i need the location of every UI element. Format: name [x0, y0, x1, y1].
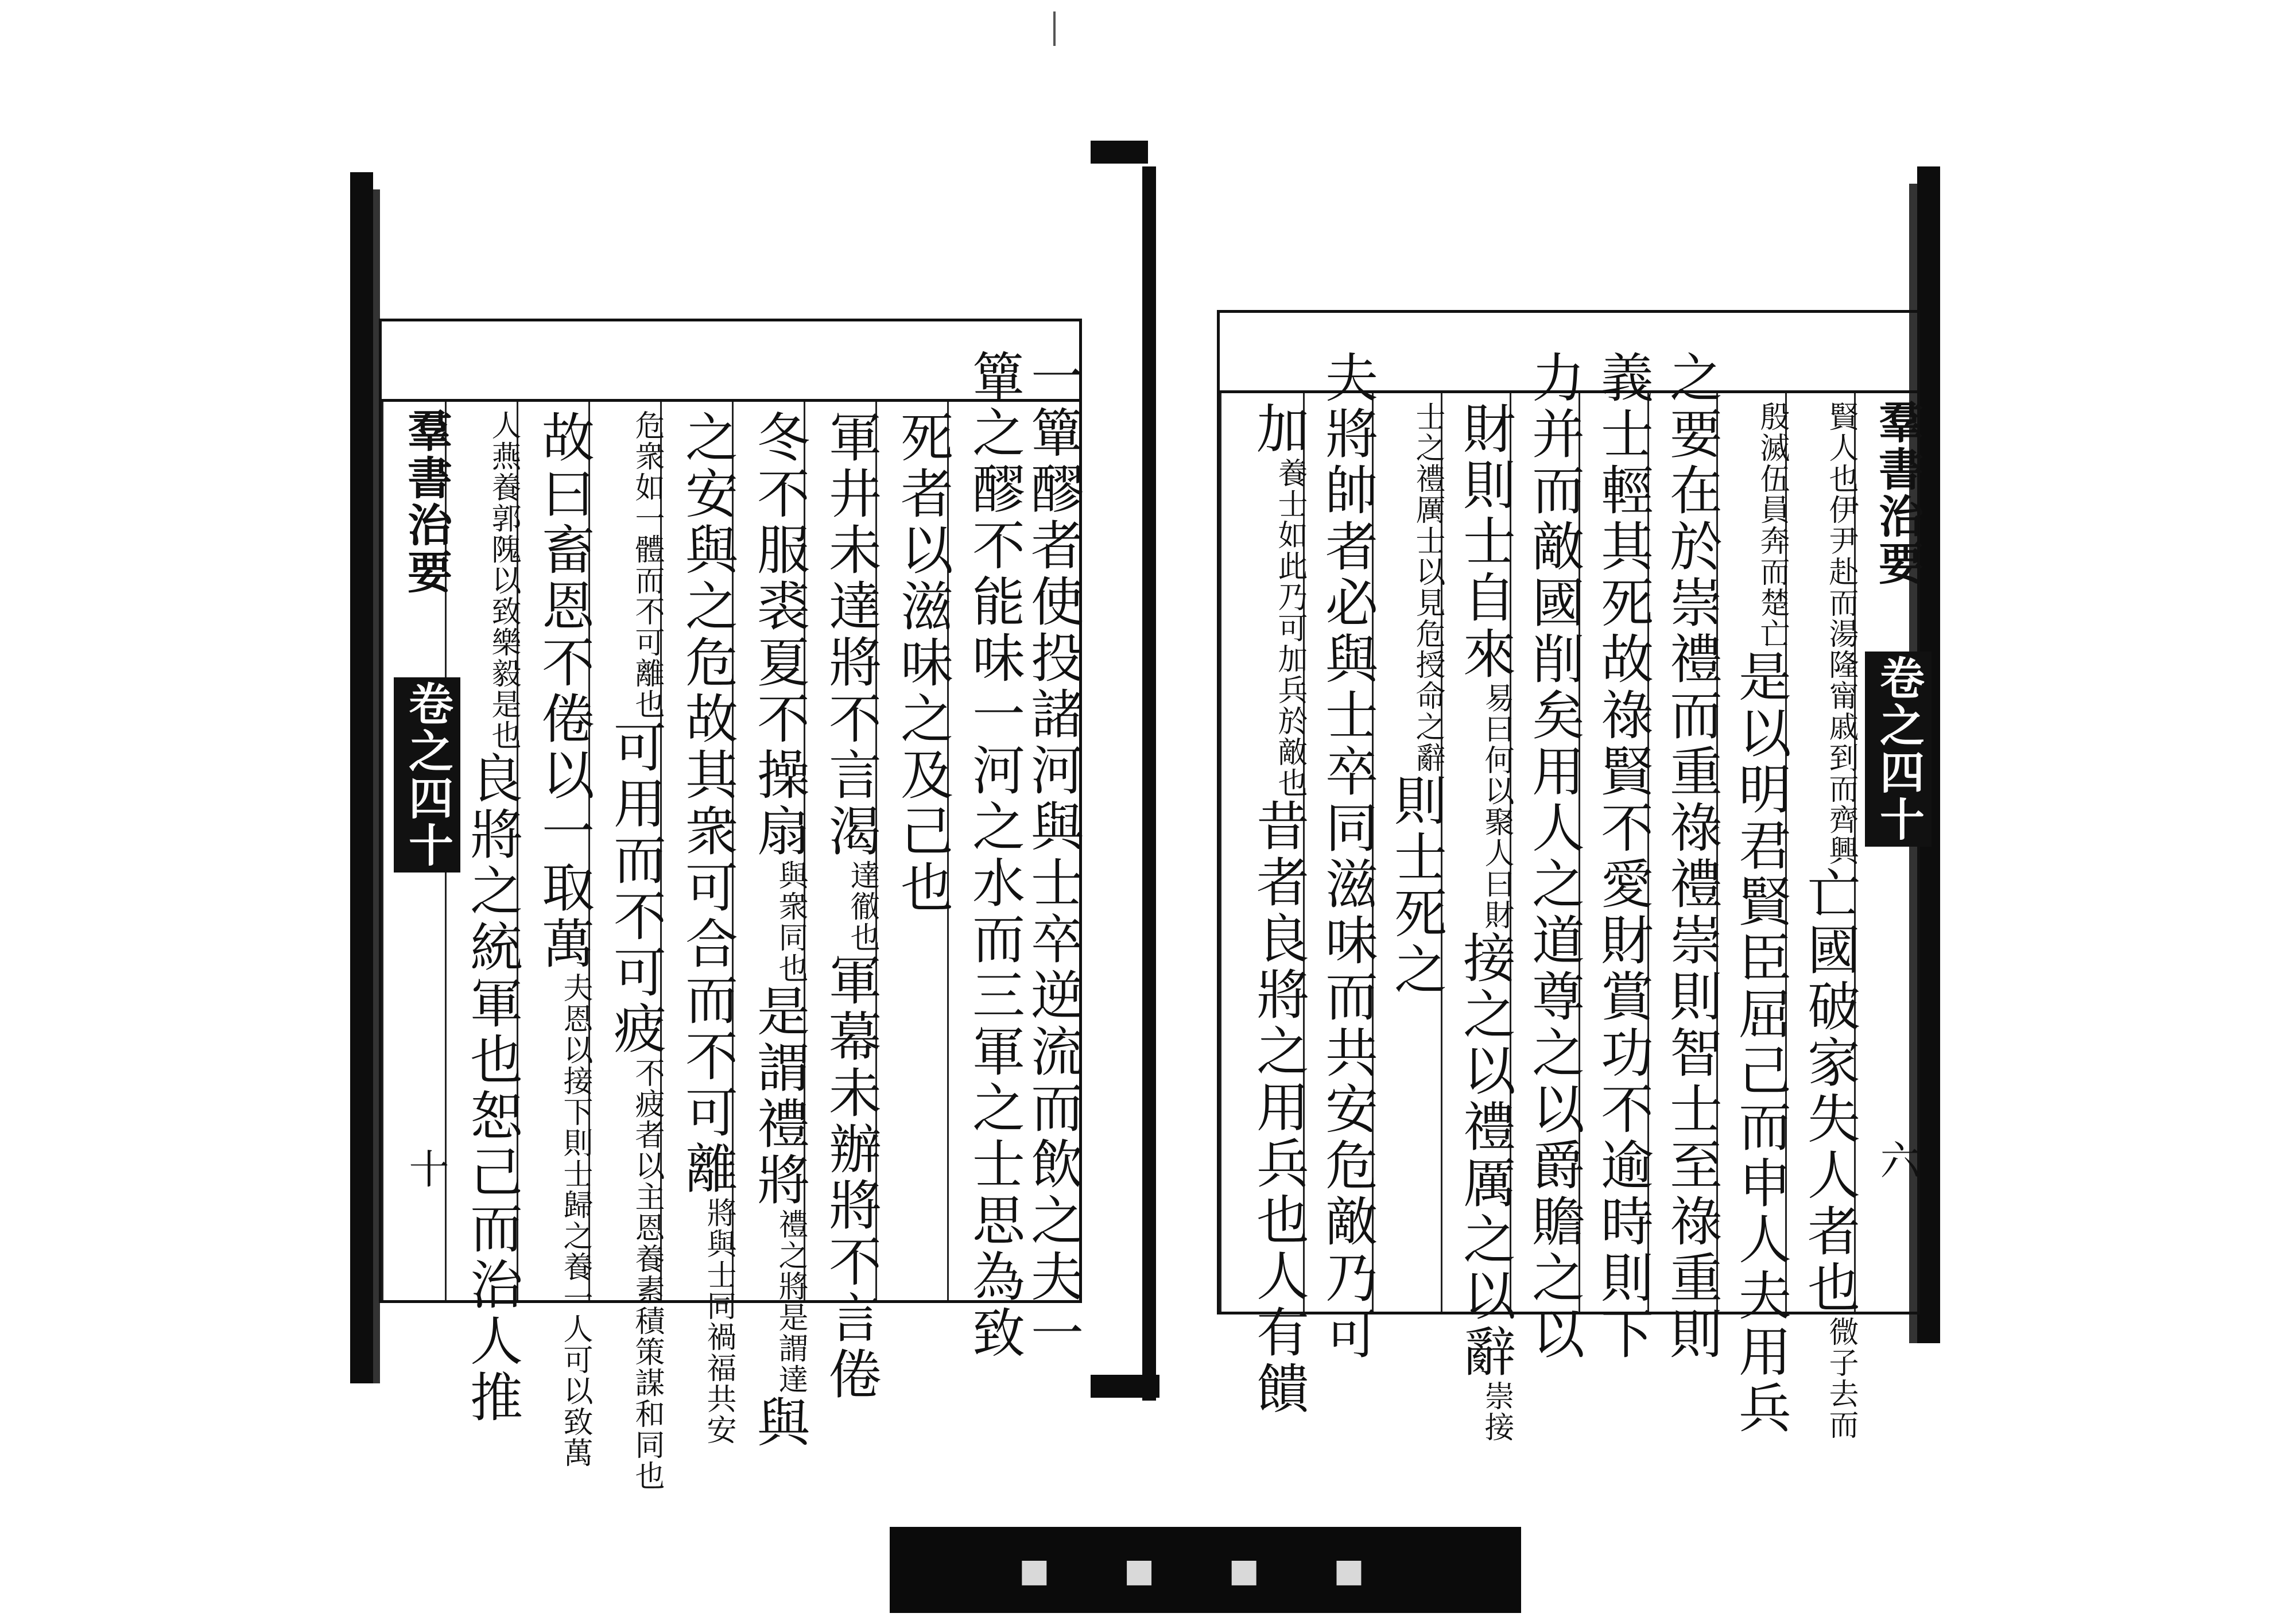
- center-tab-bottom: [1091, 1375, 1159, 1398]
- left-col-5-text: 冬不服裘夏不操扇 與衆同也 是謂禮將 禮之將是謂達 與: [748, 410, 810, 1451]
- right-margin-volume: 卷之四十: [1865, 652, 1932, 847]
- right-col-4-text: 義士輕其死故祿賢不愛財賞功不逾時則下: [1592, 350, 1654, 1363]
- left-col-5: [732, 402, 810, 1451]
- right-page-frame: [1217, 310, 1925, 1442]
- right-col-3-text: 之要在於崇禮而重祿禮崇則智士至祿重則: [1661, 350, 1723, 1363]
- right-col-9-text: 加 養士如此乃可加兵於敵也 昔者良將之用兵也人有饋: [1248, 401, 1309, 1417]
- right-col-6: [1441, 393, 1516, 1442]
- right-col-3: [1647, 350, 1723, 1363]
- left-text-area: [382, 348, 1084, 1491]
- right-col-8-text: 夫將帥者必與士卒同滋味而共安危敵乃可: [1317, 350, 1378, 1363]
- center-tab-top: [1091, 141, 1148, 164]
- library-stamp-bar: [890, 1527, 1521, 1613]
- right-text-area: [1220, 350, 1925, 1442]
- left-col-2: [947, 348, 1025, 1362]
- right-col-7: [1372, 393, 1447, 1312]
- left-page-frame: [379, 319, 1084, 1491]
- right-col-5-text: 力并而敵國削矣用人之道尊之以爵贍之以: [1523, 350, 1585, 1363]
- right-margin-column: [1854, 393, 1925, 1312]
- left-col-8-text: 故曰畜恩不倦以一取萬 夫恩以接下則士歸之養一人可以致萬: [533, 410, 595, 1468]
- right-col-1: [1785, 393, 1860, 1440]
- right-col-8: [1303, 350, 1378, 1363]
- right-col-5: [1510, 350, 1585, 1363]
- right-col-6-text: 財則士自來 易曰何以聚人曰財 接之以禮厲之以辭 崇接: [1455, 401, 1516, 1442]
- right-margin-folio: 六: [1874, 1139, 1921, 1180]
- center-tick-top: [1053, 11, 1056, 46]
- right-col-2-text: 殷滅伍員奔而楚亡 是以明君賢臣屈己而申人夫用兵: [1730, 401, 1791, 1437]
- left-margin-title: 羣書治要: [400, 408, 452, 596]
- left-col-4-text: 軍井未達將不言渴 達徹也 軍幕未辦將不言倦: [820, 410, 882, 1403]
- right-col-9: [1220, 393, 1309, 1417]
- left-binding-edge: [350, 172, 373, 1383]
- left-col-7: [588, 402, 666, 1491]
- left-col-3-text: 死者以滋味之及己也: [892, 410, 953, 916]
- right-col-4: [1578, 350, 1654, 1363]
- left-col-2-text: 簞之醪不能味一河之水而三軍之士思為致: [964, 348, 1025, 1362]
- left-margin-column: [382, 402, 453, 1300]
- left-margin-folio: 十: [402, 1148, 449, 1188]
- left-col-9-text: 人燕養郭隗以致樂毅是也 良將之統軍也恕己而治人推: [461, 410, 523, 1426]
- left-col-4: [804, 402, 882, 1403]
- left-col-7-text: 危衆如一體而不可離也 可用而不可疲 不疲者以主恩養素積策謀和同也: [605, 410, 666, 1491]
- left-col-3: [875, 402, 953, 1300]
- right-col-7-text: 士之禮厲士以見危授命之辭 則士死之: [1386, 401, 1447, 998]
- right-col-1-text: 賢人也伊尹赴而湯隆甯戚到而齊興 亡國破家失人者也 微子去而: [1799, 401, 1860, 1440]
- center-gutter-line: [1142, 166, 1156, 1401]
- left-col-1: [1019, 348, 1084, 1362]
- right-margin-title: 羣書治要: [1871, 399, 1923, 587]
- left-col-6-text: 之安與之危故其衆可合而不可離 將與士同禍福共安: [677, 410, 738, 1445]
- left-col-8: [517, 402, 595, 1468]
- library-stamp-text: ■ ■ ■ ■: [1022, 1545, 1389, 1593]
- left-margin-volume: 卷之四十: [394, 677, 460, 873]
- right-col-2: [1716, 393, 1791, 1437]
- left-col-1-text: 一簞醪者使投諸河與士卒逆流而飲之夫一: [1022, 348, 1084, 1362]
- left-col-6: [660, 402, 738, 1445]
